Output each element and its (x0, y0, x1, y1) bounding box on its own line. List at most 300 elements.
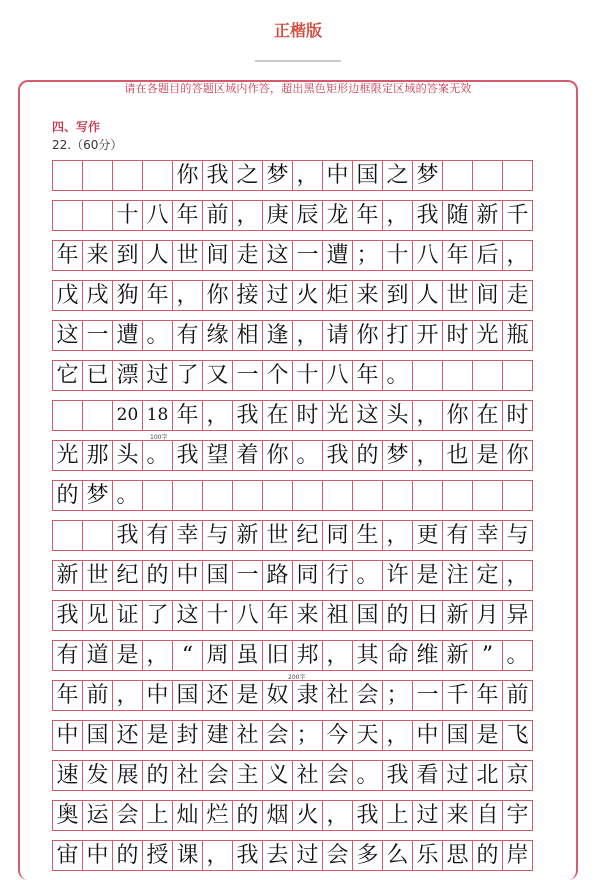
grid-cell: 的 (352, 440, 383, 471)
grid-cell (502, 360, 533, 391)
grid-cell: 梦 (82, 480, 113, 511)
grid-cell: 接 (232, 280, 263, 311)
grid-cell: 祖 (322, 600, 353, 631)
grid-cell: 年 (472, 680, 503, 711)
grid-cell: 定 (472, 560, 503, 591)
grid-cell: 是 (412, 560, 443, 591)
grid-cell: 国 (352, 160, 383, 191)
grid-cell: 遭 (322, 240, 353, 271)
grid-cell: 千 (442, 680, 473, 711)
grid-cell: 烟 (262, 800, 293, 831)
grid-cell: 光 (52, 440, 83, 471)
grid-cell: 时 (292, 400, 323, 431)
grid-cell: ， (382, 520, 413, 551)
grid-cell: 年 (352, 360, 383, 391)
grid-cell (472, 480, 503, 511)
grid-cell: 相 (232, 320, 263, 351)
grid-cell: 看 (412, 760, 443, 791)
grid-cell: 许 (382, 560, 413, 591)
grid-cell: 国 (352, 600, 383, 631)
grid-cell: 运 (82, 800, 113, 831)
grid-cell: 龙 (322, 200, 353, 231)
grid-cell: 国 (202, 560, 233, 591)
grid-cell: 。 (142, 440, 173, 471)
grid-cell: ， (232, 200, 263, 231)
grid-cell: ， (502, 560, 533, 591)
grid-cell: 会 (352, 680, 383, 711)
grid-cell: 望 (202, 440, 233, 471)
grid-cell: 火 (292, 800, 323, 831)
grid-cell: ” (472, 640, 503, 671)
grid-cell: 到 (112, 240, 143, 271)
grid-cell: 去 (262, 840, 293, 871)
grid-cell: 新 (232, 520, 263, 551)
grid-cell: 年 (52, 680, 83, 711)
grid-cell: 天 (352, 720, 383, 751)
grid-cell (82, 400, 113, 431)
grid-cell: 个 (262, 360, 293, 391)
grid-cell: 的 (52, 480, 83, 511)
grid-cell: 。 (502, 640, 533, 671)
grid-cell: 中 (412, 720, 443, 751)
grid-cell: 炬 (322, 280, 353, 311)
grid-cell: 年 (142, 280, 173, 311)
grid-cell: 我 (232, 400, 263, 431)
grid-cell: 国 (82, 720, 113, 751)
grid-cell (52, 400, 83, 431)
grid-cell: 过 (142, 360, 173, 391)
grid-cell: 还 (112, 720, 143, 751)
grid-row (52, 640, 548, 671)
grid-cell: 新 (442, 640, 473, 671)
grid-cell: 八 (142, 200, 173, 231)
grid-cell: 我 (322, 440, 353, 471)
grid-cell: 光 (472, 320, 503, 351)
grid-cell: 八 (232, 600, 263, 631)
grid-cell: 来 (82, 240, 113, 271)
grid-cell: 一 (82, 320, 113, 351)
grid-cell: 你 (352, 320, 383, 351)
grid-cell: 来 (292, 600, 323, 631)
grid-row (52, 760, 548, 791)
header-divider (255, 60, 341, 62)
grid-row (52, 600, 548, 631)
grid-cell: 前 (82, 680, 113, 711)
grid-cell: 烂 (202, 800, 233, 831)
grid-cell: 有 (172, 320, 203, 351)
grid-cell: 速 (52, 760, 83, 791)
grid-cell: 年 (172, 400, 203, 431)
grid-cell: 自 (472, 800, 503, 831)
grid-cell: 见 (82, 600, 113, 631)
grid-cell: 世 (262, 520, 293, 551)
grid-cell: 八 (412, 240, 443, 271)
question-label: 22.（60分） (52, 138, 123, 152)
grid-cell: 20 (112, 400, 143, 431)
grid-cell: 到 (382, 280, 413, 311)
grid-cell: 更 (412, 520, 443, 551)
grid-cell: 开 (412, 320, 443, 351)
grid-cell (472, 360, 503, 391)
grid-cell: 异 (502, 600, 533, 631)
grid-cell: 戌 (82, 280, 113, 311)
grid-cell: 一 (292, 240, 323, 271)
grid-cell: ， (142, 640, 173, 671)
grid-cell: 与 (202, 520, 233, 551)
grid-cell: 前 (502, 680, 533, 711)
grid-cell: 这 (262, 240, 293, 271)
grid-cell: 新 (442, 600, 473, 631)
grid-cell: “ (172, 640, 203, 671)
grid-row (52, 520, 548, 551)
grid-cell: 会 (322, 760, 353, 791)
grid-cell (52, 520, 83, 551)
grid-cell: 封 (172, 720, 203, 751)
grid-cell: 庚 (262, 200, 293, 231)
grid-cell: 18 (142, 400, 173, 431)
grid-cell: 后 (472, 240, 503, 271)
grid-cell: 过 (442, 760, 473, 791)
grid-row (52, 160, 548, 191)
grid-cell: 社 (232, 720, 263, 751)
page-title: 正楷版 (273, 21, 322, 40)
grid-cell: 思 (442, 840, 473, 871)
grid-cell: 同 (292, 560, 323, 591)
grid-cell: 梦 (382, 440, 413, 471)
grid-cell: 岸 (502, 840, 533, 871)
grid-cell: 行 (322, 560, 353, 591)
grid-cell: 的 (112, 840, 143, 871)
grid-cell: 前 (202, 200, 233, 231)
grid-cell: 是 (142, 720, 173, 751)
grid-cell: 又 (202, 360, 233, 391)
grid-cell: 纪 (112, 560, 143, 591)
grid-cell: 间 (472, 280, 503, 311)
grid-cell (472, 160, 503, 191)
grid-cell (82, 200, 113, 231)
grid-cell (292, 480, 323, 511)
grid-cell: 展 (112, 760, 143, 791)
grid-cell: ， (322, 800, 353, 831)
grid-cell: 光 (322, 400, 353, 431)
grid-cell: 一 (232, 560, 263, 591)
grid-cell: 间 (202, 240, 233, 271)
grid-cell: 瓶 (502, 320, 533, 351)
grid-cell: ， (382, 200, 413, 231)
grid-cell: 同 (322, 520, 353, 551)
grid-cell: 命 (382, 640, 413, 671)
grid-cell: 年 (352, 200, 383, 231)
grid-cell: 是 (472, 720, 503, 751)
grid-cell: 还 (202, 680, 233, 711)
grid-cell: 飞 (502, 720, 533, 751)
grid-cell: ； (382, 680, 413, 711)
grid-cell: 社 (172, 760, 203, 791)
grid-cell: 会 (112, 800, 143, 831)
grid-cell: 我 (172, 440, 203, 471)
grid-cell: 一 (232, 360, 263, 391)
grid-cell (442, 160, 473, 191)
grid-row (52, 680, 548, 711)
grid-cell: 世 (172, 240, 203, 271)
grid-cell (412, 480, 443, 511)
grid-cell: 生 (352, 520, 383, 551)
grid-cell: 纪 (292, 520, 323, 551)
grid-cell: 会 (262, 720, 293, 751)
grid-cell: 你 (262, 440, 293, 471)
grid-cell: 灿 (172, 800, 203, 831)
grid-cell: 年 (262, 600, 293, 631)
grid-cell: 年 (172, 200, 203, 231)
grid-cell: 。 (352, 760, 383, 791)
grid-row (52, 440, 548, 471)
grid-cell: 你 (502, 440, 533, 471)
grid-cell: 走 (502, 280, 533, 311)
grid-cell: 中 (172, 560, 203, 591)
grid-cell (352, 480, 383, 511)
grid-cell: 有 (52, 640, 83, 671)
grid-cell (202, 480, 233, 511)
grid-row (52, 240, 548, 271)
grid-cell: 会 (202, 760, 233, 791)
grid-cell: 周 (202, 640, 233, 671)
grid-cell (232, 480, 263, 511)
grid-cell: 维 (412, 640, 443, 671)
grid-cell (382, 480, 413, 511)
grid-cell (172, 480, 203, 511)
grid-cell: 了 (142, 600, 173, 631)
grid-cell: ， (322, 640, 353, 671)
grid-cell: 遭 (112, 320, 143, 351)
grid-cell: 在 (472, 400, 503, 431)
grid-cell: ， (292, 320, 323, 351)
grid-row (52, 720, 548, 751)
grid-cell: 在 (262, 400, 293, 431)
grid-cell: 我 (52, 600, 83, 631)
grid-cell: ， (382, 720, 413, 751)
grid-cell: 那 (82, 440, 113, 471)
grid-cell: 主 (232, 760, 263, 791)
grid-cell: 路 (262, 560, 293, 591)
grid-cell: 梦 (412, 160, 443, 191)
grid-cell: 月 (472, 600, 503, 631)
grid-cell: 我 (412, 200, 443, 231)
grid-cell: 我 (382, 760, 413, 791)
grid-cell: 戊 (52, 280, 83, 311)
grid-cell: 。 (112, 480, 143, 511)
grid-cell: 来 (442, 800, 473, 831)
grid-row (52, 840, 548, 871)
grid-cell: 过 (292, 840, 323, 871)
grid-cell: 。 (292, 440, 323, 471)
grid-cell: 打 (382, 320, 413, 351)
grid-cell (82, 160, 113, 191)
grid-cell: 会 (322, 840, 353, 871)
grid-cell: 火 (292, 280, 323, 311)
grid-cell: 课 (172, 840, 203, 871)
grid-cell (442, 360, 473, 391)
grid-cell: 头 (382, 400, 413, 431)
grid-cell: 千 (502, 200, 533, 231)
grid-cell: 十 (112, 200, 143, 231)
grid-cell: 我 (112, 520, 143, 551)
grid-cell: 世 (442, 280, 473, 311)
grid-cell: 中 (142, 680, 173, 711)
grid-row (52, 320, 548, 351)
grid-cell: 日 (412, 600, 443, 631)
grid-cell: ， (112, 680, 143, 711)
grid-cell: 的 (142, 760, 173, 791)
grid-cell: 新 (52, 560, 83, 591)
grid-cell: 的 (232, 800, 263, 831)
grid-cell: 是 (232, 680, 263, 711)
grid-cell: 梦 (262, 160, 293, 191)
grid-cell: 证 (112, 600, 143, 631)
grid-cell: 请 (322, 320, 353, 351)
grid-row (52, 200, 548, 231)
grid-cell: 道 (82, 640, 113, 671)
grid-cell: 我 (232, 840, 263, 871)
grid-cell: ， (172, 280, 203, 311)
grid-cell: 世 (82, 560, 113, 591)
sheet-notice: 请在各题目的答题区域内作答，超出黑色矩形边框限定区域的答案无效 (124, 82, 472, 95)
grid-cell (412, 360, 443, 391)
grid-cell: 时 (442, 320, 473, 351)
grid-row (52, 360, 548, 391)
grid-cell: 人 (142, 240, 173, 271)
grid-cell: 注 (442, 560, 473, 591)
word-count-mark-200: 200字 (288, 674, 306, 681)
grid-cell: 。 (352, 560, 383, 591)
grid-cell: 新 (472, 200, 503, 231)
grid-cell: 时 (502, 400, 533, 431)
grid-cell: 幸 (172, 520, 203, 551)
grid-cell: 过 (412, 800, 443, 831)
grid-cell: 社 (322, 680, 353, 711)
grid-cell: 过 (262, 280, 293, 311)
grid-cell (262, 480, 293, 511)
grid-cell: 也 (442, 440, 473, 471)
grid-cell: 奴 (262, 680, 293, 711)
grid-cell: ； (292, 720, 323, 751)
word-count-mark-100: 100字 (150, 434, 168, 441)
grid-cell: 。 (142, 320, 173, 351)
grid-cell: 已 (82, 360, 113, 391)
grid-cell: 建 (202, 720, 233, 751)
grid-cell: 八 (322, 360, 353, 391)
grid-cell: 旧 (262, 640, 293, 671)
grid-cell: 它 (52, 360, 83, 391)
grid-cell: 年 (52, 240, 83, 271)
grid-cell: 中 (82, 840, 113, 871)
grid-cell: 你 (172, 160, 203, 191)
grid-cell (442, 480, 473, 511)
grid-cell: 上 (142, 800, 173, 831)
grid-cell: 国 (442, 720, 473, 751)
grid-cell: 北 (472, 760, 503, 791)
grid-cell: 随 (442, 200, 473, 231)
grid-cell: ， (412, 440, 443, 471)
grid-cell: 辰 (292, 200, 323, 231)
grid-cell: 这 (172, 600, 203, 631)
grid-cell: 幸 (472, 520, 503, 551)
grid-cell: 了 (172, 360, 203, 391)
grid-cell: 漂 (112, 360, 143, 391)
grid-cell: 宙 (52, 840, 83, 871)
grid-cell: 的 (382, 600, 413, 631)
grid-cell: 有 (142, 520, 173, 551)
grid-cell (502, 160, 533, 191)
grid-cell: 十 (202, 600, 233, 631)
grid-row (52, 280, 548, 311)
grid-cell (142, 160, 173, 191)
grid-cell (112, 160, 143, 191)
grid-cell: 来 (352, 280, 383, 311)
grid-cell: 其 (352, 640, 383, 671)
grid-cell: ， (202, 840, 233, 871)
grid-cell: 我 (202, 160, 233, 191)
grid-cell: 中 (322, 160, 353, 191)
grid-cell: 多 (352, 840, 383, 871)
grid-cell: 是 (112, 640, 143, 671)
grid-cell: 么 (382, 840, 413, 871)
grid-cell: 邦 (292, 640, 323, 671)
grid-cell: 发 (82, 760, 113, 791)
grid-row (52, 800, 548, 831)
grid-cell: 京 (502, 760, 533, 791)
grid-cell: 之 (382, 160, 413, 191)
grid-cell: 十 (292, 360, 323, 391)
grid-cell (502, 480, 533, 511)
grid-cell: 有 (442, 520, 473, 551)
grid-cell: 我 (352, 800, 383, 831)
writing-grid (52, 160, 548, 880)
grid-cell: ； (352, 240, 383, 271)
grid-cell (52, 160, 83, 191)
grid-cell: 宇 (502, 800, 533, 831)
grid-cell: 隶 (292, 680, 323, 711)
grid-cell: 一 (412, 680, 443, 711)
grid-cell (82, 520, 113, 551)
grid-cell: 义 (262, 760, 293, 791)
grid-cell: ， (292, 160, 323, 191)
grid-cell: 今 (322, 720, 353, 751)
grid-cell: 虽 (232, 640, 263, 671)
grid-cell: 授 (142, 840, 173, 871)
grid-cell: 乐 (412, 840, 443, 871)
grid-cell: 的 (142, 560, 173, 591)
grid-cell: 人 (412, 280, 443, 311)
grid-cell: 年 (442, 240, 473, 271)
grid-row (52, 480, 548, 511)
grid-cell: 。 (382, 360, 413, 391)
grid-cell: 之 (232, 160, 263, 191)
grid-cell: 这 (352, 400, 383, 431)
grid-cell: ， (502, 240, 533, 271)
grid-cell: 你 (442, 400, 473, 431)
grid-cell: 头 (112, 440, 143, 471)
grid-cell (142, 480, 173, 511)
grid-cell: ， (202, 400, 233, 431)
grid-cell (52, 200, 83, 231)
grid-cell (322, 480, 353, 511)
grid-cell: ， (412, 400, 443, 431)
grid-cell: 国 (172, 680, 203, 711)
grid-cell: 是 (472, 440, 503, 471)
grid-cell: 的 (472, 840, 503, 871)
grid-cell: 上 (382, 800, 413, 831)
grid-cell: 中 (52, 720, 83, 751)
